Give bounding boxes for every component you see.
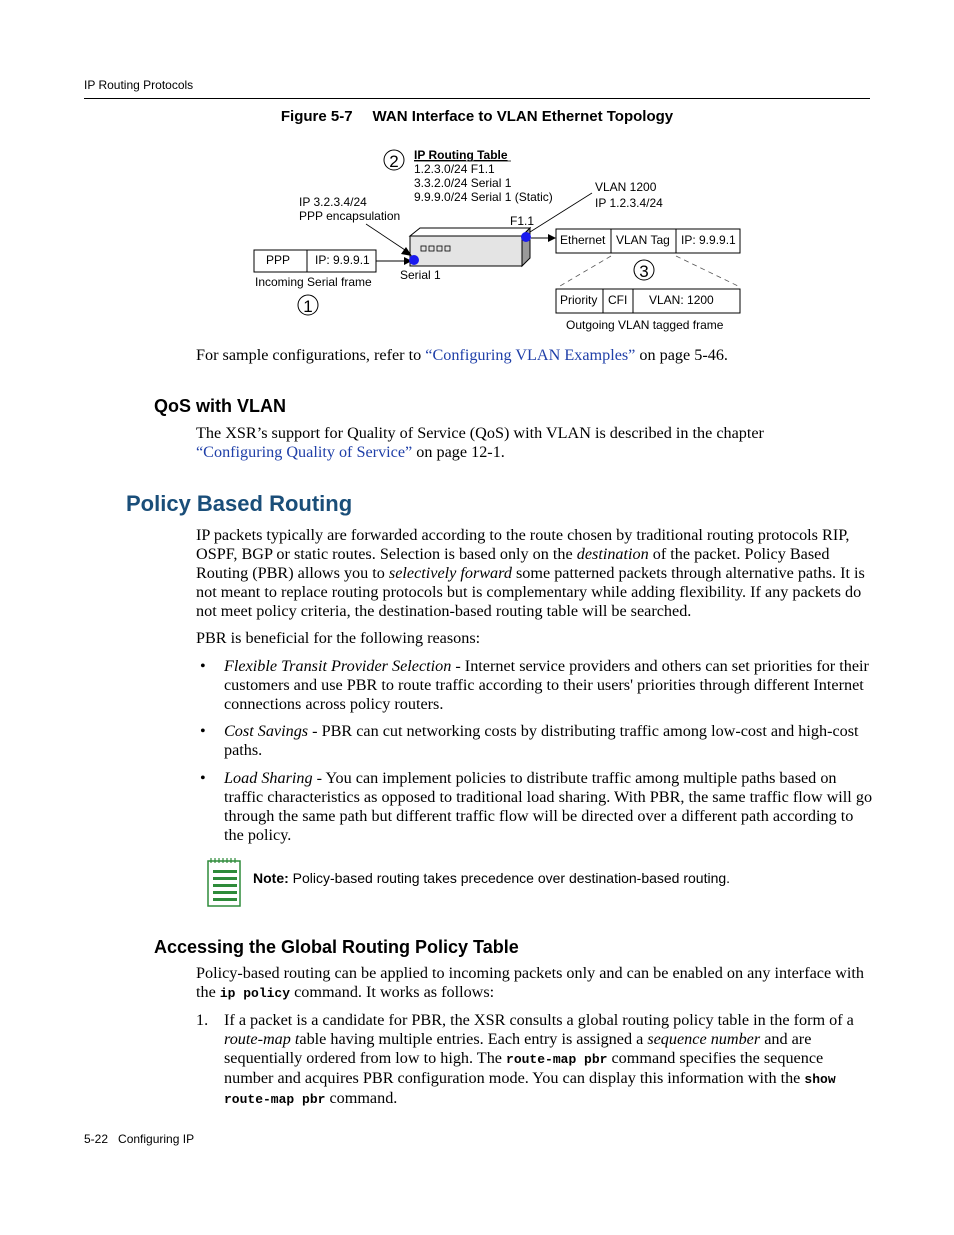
vlan-ip-label: IP 1.2.3.4/24 <box>595 196 663 210</box>
pbr-paragraph-2: PBR is beneficial for the following reasons: <box>196 629 481 647</box>
f11-port-dot <box>521 232 531 242</box>
bullet-marker: • <box>200 657 206 675</box>
vlan-tag-frame-caption: Outgoing VLAN tagged frame <box>566 318 724 332</box>
arrowhead-icon <box>548 234 556 242</box>
bullet-item: Load Sharing - You can implement policies to distribute traffic among multiple paths based on traffic characteristics as opposed to traditional load sharing. With PBR, the same traffic flow will go through the same path but different traffic flow will be directed over a different path according to the policy. <box>224 769 873 844</box>
incoming-frame-caption: Incoming Serial frame <box>255 275 372 289</box>
numbered-item: If a packet is a candidate for PBR, the XSR consults a global routing policy table in the form of a route-map table having multiple entries. Each entry is assigned a sequence number and are sequentially ordered from low to high. The route-map pbr command specifies the sequence number and acquires PBR configuration mode. You can display this information with the show route-map pbr command. <box>224 1011 854 1107</box>
qos-link[interactable]: “Configuring Quality of Service” <box>196 443 413 461</box>
serial-ip-label: IP 3.2.3.4/24 <box>299 195 367 209</box>
vlan-tag-frame-field: VLAN: 1200 <box>649 293 714 307</box>
ethernet-frame-field: IP: 9.9.9.1 <box>681 233 736 247</box>
serial1-label: Serial 1 <box>400 268 441 282</box>
qos-heading: QoS with VLAN <box>154 396 286 416</box>
pbr-heading: Policy Based Routing <box>126 491 353 516</box>
ethernet-frame-field: Ethernet <box>560 233 606 247</box>
figure-title: WAN Interface to VLAN Ethernet Topology <box>372 108 674 125</box>
routing-table-row: 1.2.3.0/24 F1.1 <box>414 162 495 176</box>
figure-number: Figure 5-7 <box>280 108 353 125</box>
vlan-examples-link[interactable]: “Configuring VLAN Examples” <box>425 346 636 364</box>
running-header: IP Routing Protocols <box>84 78 194 92</box>
bullet-marker: • <box>200 769 206 787</box>
access-paragraph: Policy-based routing can be applied to incoming packets only and can be enabled on any interface with the ip policy command. It works as follows: <box>196 964 864 1001</box>
vlan-tag-frame-field: CFI <box>608 293 628 307</box>
ethernet-frame-field: VLAN Tag <box>616 233 670 247</box>
topology-diagram <box>0 0 954 340</box>
code-show-route-map-pbr: show route-map pbr <box>224 1072 836 1107</box>
marker-3: 3 <box>639 262 649 281</box>
sample-config-text: For sample configurations, refer to “Configuring VLAN Examples” on page 5-46. <box>196 346 728 364</box>
bullet-marker: • <box>200 722 206 740</box>
routing-table-title: IP Routing Table <box>414 148 508 162</box>
page-number: 5-22 <box>84 1132 109 1146</box>
router-icon <box>410 228 530 266</box>
note-text: Note: Policy-based routing takes precedence over destination-based routing. <box>253 870 731 886</box>
qos-paragraph: The XSR’s support for Quality of Service (QoS) with VLAN is described in the chapter “Configuring Quality of Service” on page 12-1. <box>196 424 764 461</box>
chapter-title: Configuring IP <box>118 1132 195 1146</box>
vlan-id-label: VLAN 1200 <box>595 180 657 194</box>
routing-table-row: 3.3.2.0/24 Serial 1 <box>414 176 512 190</box>
serial-encap-label: PPP encapsulation <box>299 209 401 223</box>
marker-2: 2 <box>389 152 399 171</box>
page-footer <box>84 1132 194 1146</box>
code-ip-policy: ip policy <box>219 986 291 1001</box>
pbr-paragraph-1: IP packets typically are forwarded according to the route chosen by traditional routing protocols RIP, OSPF, BGP or static routes. Selection is based only on the destination of the packet. Policy Based Routing (PBR) allows you to selectively forward some patterned packets through alternative paths. It is not meant to replace routing protocols but is complementary while adding flexibility. If any packets do not meet policy criteria, the destination-based routing table will be searched. <box>196 526 865 620</box>
f11-label: F1.1 <box>510 214 535 228</box>
note-icon <box>206 856 242 908</box>
incoming-frame-field: IP: 9.9.9.1 <box>315 253 370 267</box>
list-number: 1. <box>196 1011 209 1029</box>
marker-1: 1 <box>303 297 313 316</box>
bullet-item: Cost Savings - PBR can cut networking costs by distributing traffic among low-cost and high-cost paths. <box>224 722 859 759</box>
code-route-map-pbr: route-map pbr <box>506 1052 608 1067</box>
bullet-item: Flexible Transit Provider Selection - Internet service providers and others can set priorities for their customers and use PBR to route traffic according to their users' priorities through different Internet connections across policy routers. <box>224 657 869 713</box>
serial-port-dot <box>409 255 419 265</box>
access-heading: Accessing the Global Routing Policy Table <box>154 937 519 957</box>
vlan-tag-frame-field: Priority <box>560 293 598 307</box>
routing-table-row: 9.9.9.0/24 Serial 1 (Static) <box>414 190 553 204</box>
incoming-frame-field: PPP <box>266 253 291 267</box>
